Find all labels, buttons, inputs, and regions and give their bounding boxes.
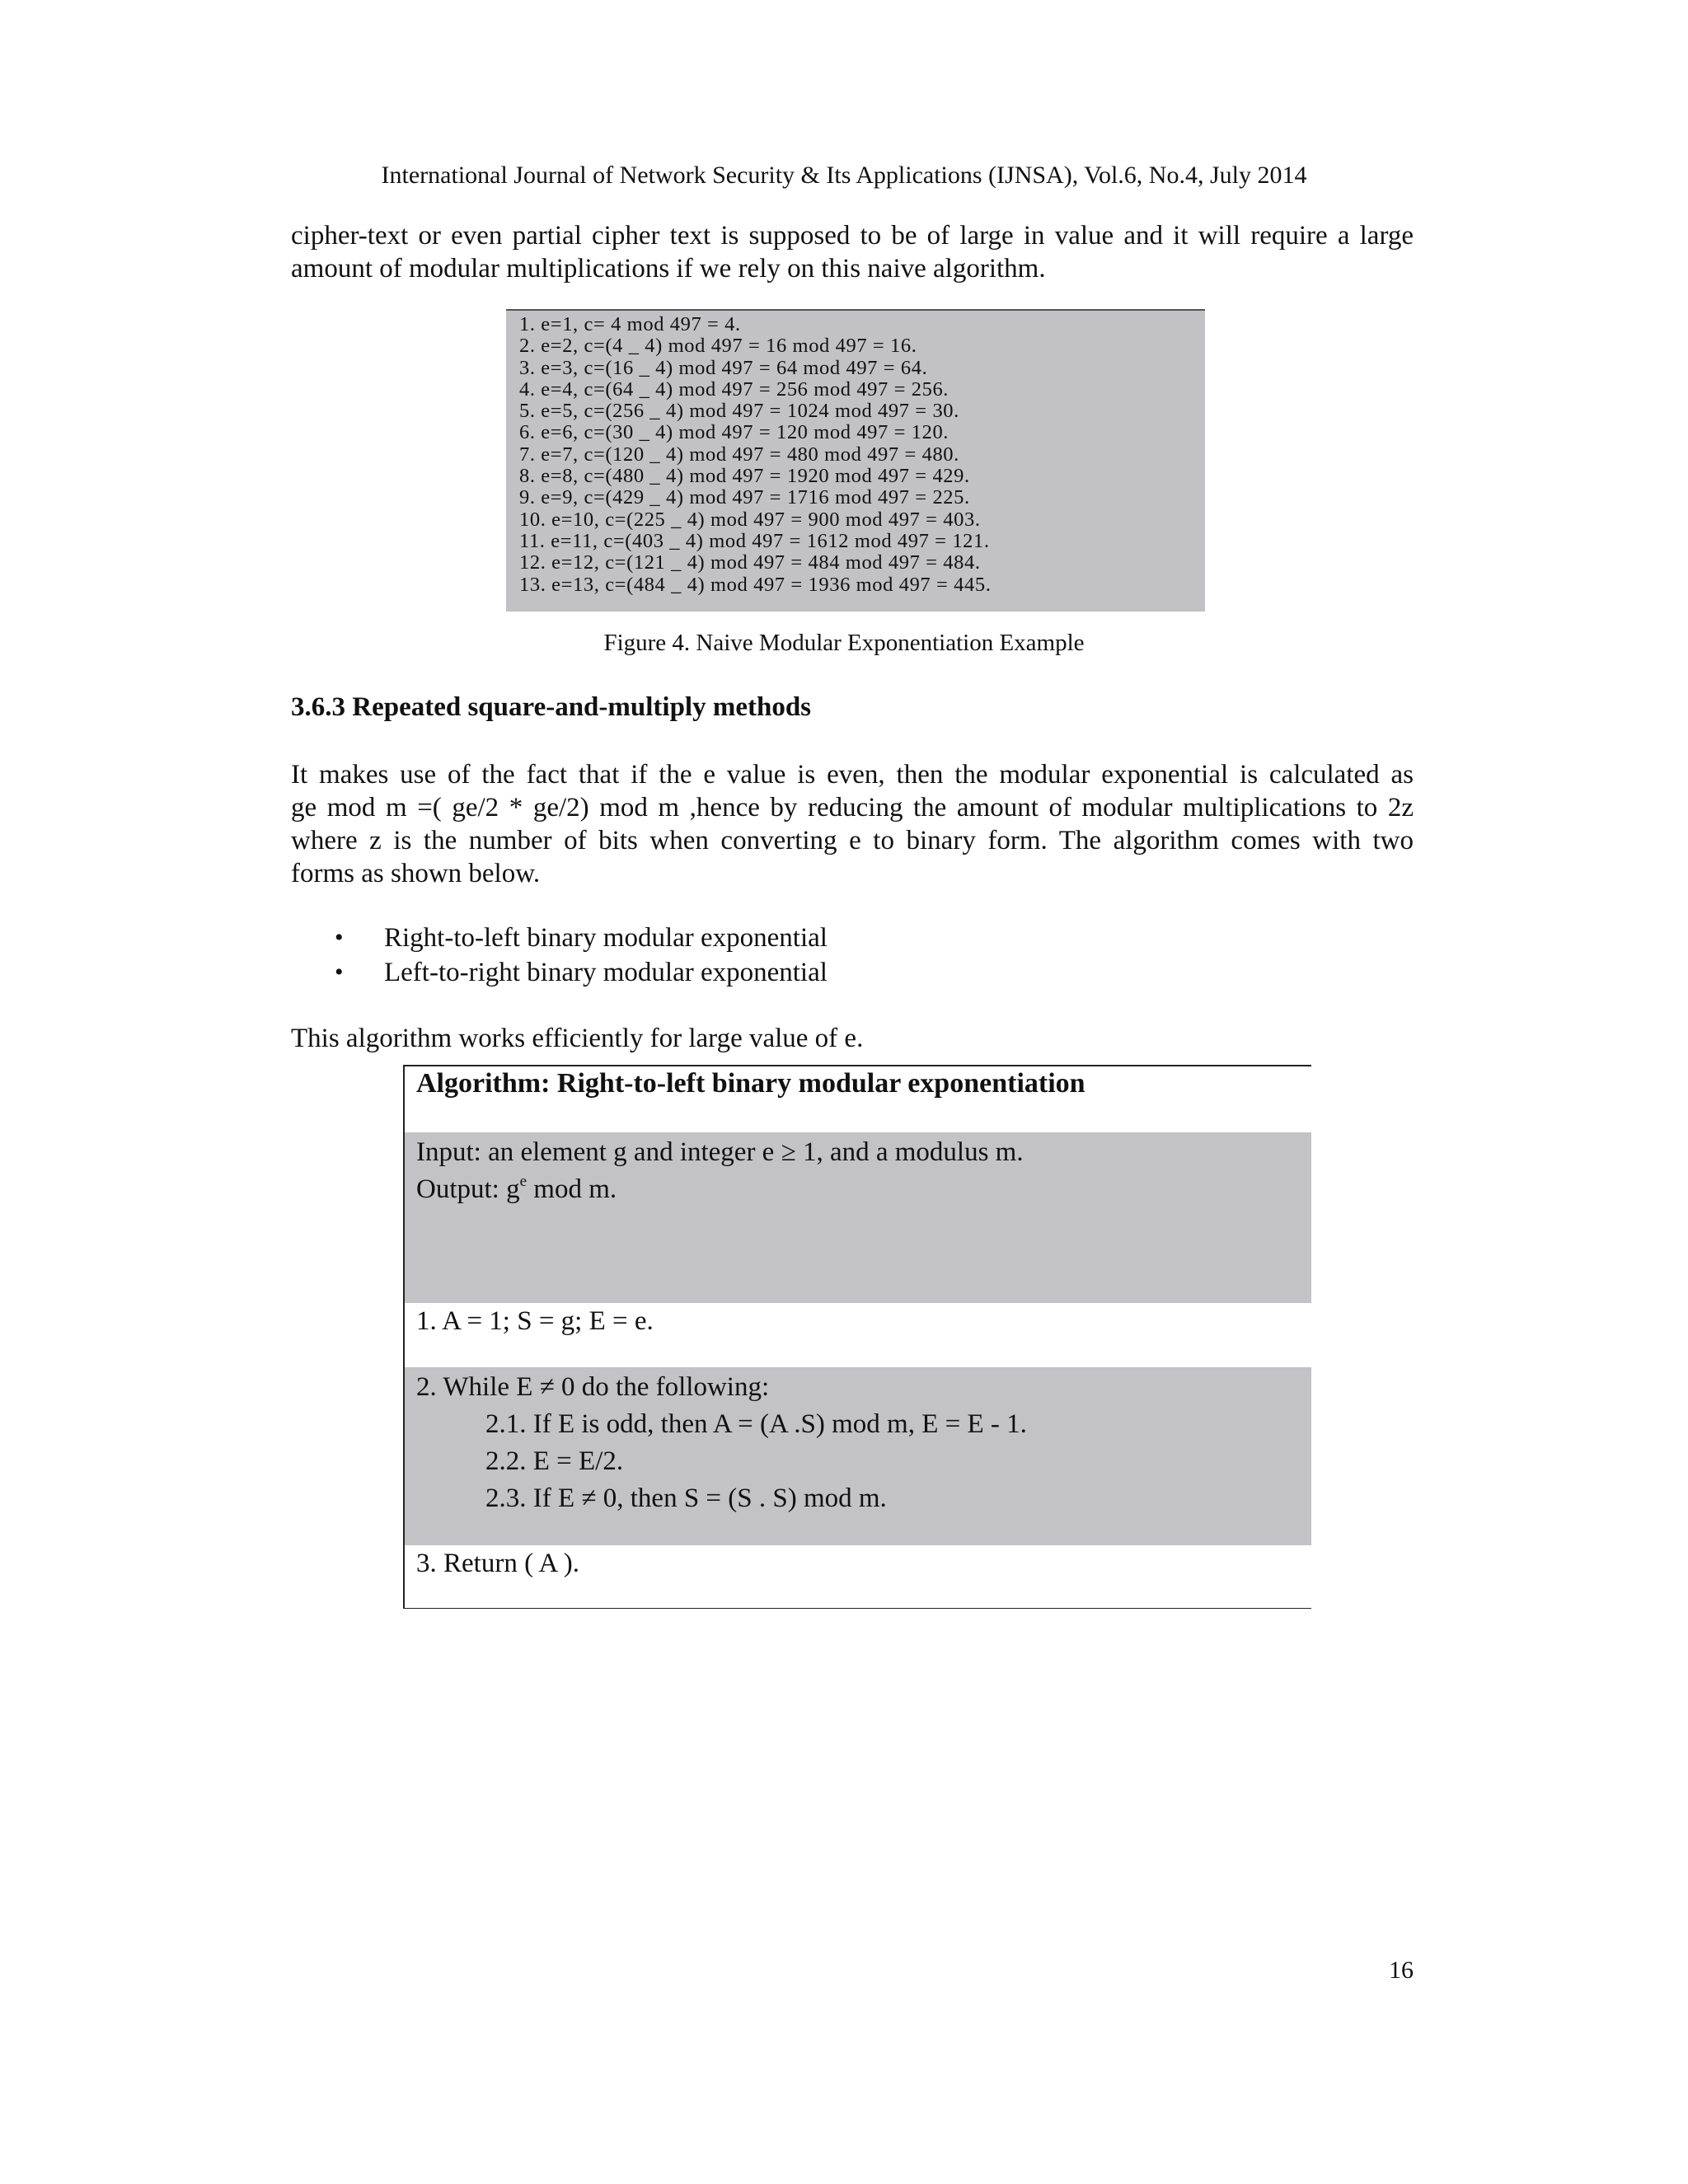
step-2-2: 2.2. E = E/2.: [485, 1446, 624, 1476]
list-item-text: Left-to-right binary modular exponential: [384, 958, 828, 987]
figure-line: 2. e=2, c=(4 _ 4) mod 497 = 16 mod 497 = 16.: [519, 335, 917, 358]
algorithm-io: [405, 1132, 1311, 1303]
figure-caption: Figure 4. Naive Modular Exponentiation Example: [603, 630, 1085, 656]
output-exponent: e: [519, 1173, 528, 1190]
paragraph-naive-intro: [291, 219, 1414, 285]
algorithm-step-2: [405, 1367, 1311, 1545]
figure-line: 10. e=10, c=(225 _ 4) mod 497 = 900 mod 497 = 403.: [519, 508, 981, 531]
text-line: where z is the number of bits when converting e to binary form. The algorithm comes with two: [291, 826, 1414, 855]
algorithm-step-3: 3. Return ( A ).: [405, 1545, 1311, 1608]
running-header: International Journal of Network Security & Its Applications (IJNSA), Vol.6, No.4, July 2014: [381, 162, 1307, 189]
text-line: forms as shown below.: [291, 859, 541, 888]
list-item-text: Right-to-left binary modular exponential: [384, 923, 828, 953]
text-line: ge mod m =( ge/2 * ge/2) mod m ,hence by reducing the amount of modular multiplications to 2z: [291, 793, 1414, 823]
figure-line: 12. e=12, c=(121 _ 4) mod 497 = 484 mod 497 = 484.: [519, 551, 981, 574]
bullet-icon: •: [335, 924, 344, 951]
step-2-3: 2.3. If E ≠ 0, then S = (S . S) mod m.: [485, 1483, 887, 1513]
section-heading: 3.6.3 Repeated square-and-multiply methods: [291, 692, 812, 722]
figure-line: 1. e=1, c= 4 mod 497 = 4.: [519, 313, 741, 335]
text-line: amount of modular multiplications if we rely on this naive algorithm.: [291, 254, 1046, 284]
figure-line: 3. e=3, c=(16 _ 4) mod 497 = 64 mod 497 = 64.: [519, 356, 928, 379]
figure-line: 13. e=13, c=(484 _ 4) mod 497 = 1936 mod 497 = 445.: [519, 573, 992, 596]
step-2-1: 2.1. If E is odd, then A = (A .S) mod m, E = E - 1.: [485, 1409, 1027, 1439]
page-number: 16: [1389, 1957, 1414, 1984]
paragraph-efficiency: This algorithm works efficiently for large value of e.: [291, 1024, 864, 1053]
bullet-list: [291, 921, 1362, 990]
algorithm-step-1: 1. A = 1; S = g; E = e.: [405, 1303, 1311, 1367]
algorithm-title: Algorithm: Right-to-left binary modular exponentiation: [405, 1066, 1311, 1132]
algorithm-box: [403, 1065, 1311, 1609]
figure-line: 5. e=5, c=(256 _ 4) mod 497 = 1024 mod 497 = 30.: [519, 400, 959, 423]
step-2-header: 2. While E ≠ 0 do the following:: [416, 1372, 770, 1402]
figure-line: 9. e=9, c=(429 _ 4) mod 497 = 1716 mod 497 = 225.: [519, 486, 970, 509]
text-line: It makes use of the fact that if the e value is even, then the modular exponential is calculated as: [291, 760, 1414, 790]
figure-line: 4. e=4, c=(64 _ 4) mod 497 = 256 mod 497 = 256.: [519, 377, 950, 401]
figure-line: 6. e=6, c=(30 _ 4) mod 497 = 120 mod 497 = 120.: [519, 421, 950, 444]
output-prefix: Output: g: [416, 1174, 520, 1204]
paragraph-square-multiply: [291, 758, 1414, 890]
algorithm-input: Input: an element g and integer e ≥ 1, and a modulus m.: [416, 1137, 1024, 1167]
figure-line: 7. e=7, c=(120 _ 4) mod 497 = 480 mod 497 = 480.: [519, 443, 959, 466]
bullet-icon: •: [335, 958, 344, 986]
algorithm-output: [416, 1171, 1311, 1208]
list-item: [291, 921, 1362, 955]
text-line: cipher-text or even partial cipher text is supposed to be of large in value and it will require a large: [291, 221, 1414, 251]
figure-naive-example: [506, 309, 1205, 612]
output-suffix: mod m.: [527, 1174, 617, 1204]
figure-line: 11. e=11, c=(403 _ 4) mod 497 = 1612 mod 497 = 121.: [519, 529, 990, 552]
figure-line: 8. e=8, c=(480 _ 4) mod 497 = 1920 mod 497 = 429.: [519, 465, 970, 488]
list-item: [291, 955, 1362, 990]
